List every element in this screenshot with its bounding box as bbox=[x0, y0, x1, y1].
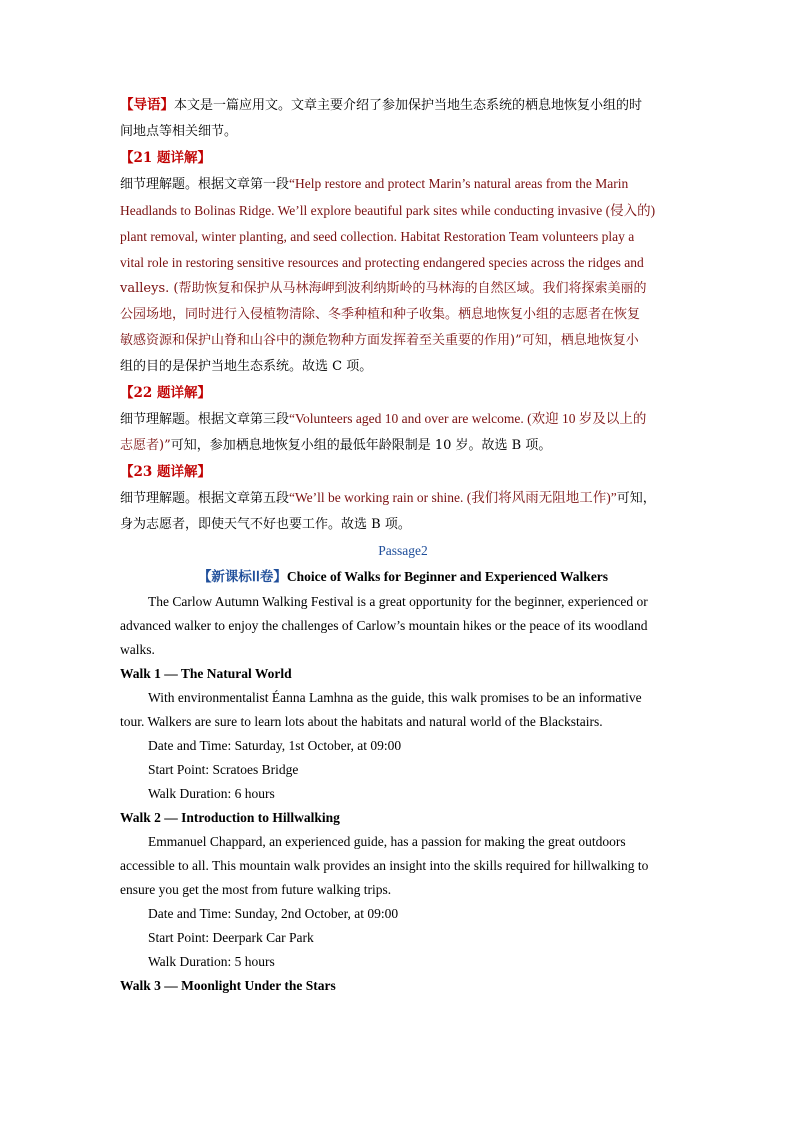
walk1-duration: Walk Duration: 6 hours bbox=[148, 786, 275, 801]
q22-line-1 bbox=[120, 406, 686, 433]
walk1-start: Start Point: Scratoes Bridge bbox=[148, 762, 299, 777]
walk2-date: Date and Time: Sunday, 2nd October, at 09:00 bbox=[148, 906, 399, 921]
intro-paragraph-line-2: advanced walker to enjoy the challenges of Carlow’s mountain hikes or the peace of its woodland bbox=[120, 618, 648, 633]
q22-conclusion: 可知，参加栖息地恢复小组的最低年龄限制是 10 岁。故选 B 项。 bbox=[170, 438, 552, 453]
q21-line-5: valleys. (帮助恢复和保护从马林海岬到波利纳斯岭的马林海的自然区域。我们将探索美丽的 bbox=[120, 281, 647, 296]
q22-line-2 bbox=[120, 433, 686, 459]
intro-line-1 bbox=[120, 92, 686, 119]
q22-en-quote: “Volunteers aged 10 and over are welcome. (欢迎 10 岁及以上的 bbox=[289, 411, 647, 426]
intro-tag: 【导语】 bbox=[120, 97, 174, 113]
walk2-desc-2: accessible to all. This mountain walk provides an insight into the skills required for hillwalking to bbox=[120, 858, 649, 873]
passage-title-text: Choice of Walks for Beginner and Experienced Walkers bbox=[286, 569, 609, 584]
q23-heading: 【23 题详解】 bbox=[120, 464, 211, 480]
q21-line-6: 公园场地，同时进行入侵植物清除、冬季种植和种子收集。栖息地恢复小组的志愿者在恢复 bbox=[120, 307, 641, 322]
q21-line-4: vital role in restoring sensitive resources and protecting endangered species across the ridges and bbox=[120, 255, 644, 270]
q22-quote-end: 志愿者)” bbox=[120, 438, 171, 453]
walk2-desc-3: ensure you get the most from future walking trips. bbox=[120, 882, 392, 897]
q23-cn-lead: 细节理解题。根据文章第五段 bbox=[120, 491, 290, 506]
walk1-desc-2: tour. Walkers are sure to learn lots about the habitats and natural world of the Blackstairs. bbox=[120, 714, 603, 729]
q23-en-quote: “We’ll be working rain or shine. (我们将风雨无阻地工作)” bbox=[289, 490, 617, 505]
walk2-start: Start Point: Deerpark Car Park bbox=[148, 930, 314, 945]
q23-tail: 可知， bbox=[616, 491, 656, 506]
q21-line-3: plant removal, winter planting, and seed collection. Habitat Restoration Team volunteers play a bbox=[120, 229, 635, 244]
walk3-heading: Walk 3 — Moonlight Under the Stars bbox=[120, 978, 336, 993]
q23-line-2: 身为志愿者，即使天气不好也要工作。故选 B 项。 bbox=[120, 517, 411, 532]
q21-line-8: 组的目的是保护当地生态系统。故选 C 项。 bbox=[120, 359, 373, 374]
q21-heading: 【21 题详解】 bbox=[120, 150, 211, 166]
intro-paragraph-line-1: The Carlow Autumn Walking Festival is a great opportunity for the beginner, experienced or bbox=[148, 594, 648, 609]
q21-en-quote: “Help restore and protect Marin’s natural areas from the Marin bbox=[289, 176, 629, 191]
walk1-desc-1: With environmentalist Éanna Lamhna as the guide, this walk promises to be an informative bbox=[148, 690, 642, 705]
q21-line-2: Headlands to Bolinas Ridge. We’ll explore beautiful park sites while conducting invasive (侵入的) bbox=[120, 203, 656, 218]
q22-cn-lead: 细节理解题。根据文章第三段 bbox=[120, 412, 290, 427]
walk2-duration: Walk Duration: 5 hours bbox=[148, 954, 275, 969]
q22-heading: 【22 题详解】 bbox=[120, 385, 211, 401]
q23-line-1 bbox=[120, 485, 686, 512]
intro-text-1: 本文是一篇应用文。文章主要介绍了参加保护当地生态系统的栖息地恢复小组的时 bbox=[174, 98, 643, 113]
document-page bbox=[120, 92, 686, 998]
q21-line-7: 敏感资源和保护山脊和山谷中的濒危物种方面发挥着至关重要的作用)”可知，栖息地恢复小 bbox=[120, 333, 639, 348]
intro-line-2: 间地点等相关细节。 bbox=[120, 124, 238, 139]
walk2-heading: Walk 2 — Introduction to Hillwalking bbox=[120, 810, 340, 825]
passage-title bbox=[120, 564, 686, 590]
intro-paragraph-line-3: walks. bbox=[120, 642, 155, 657]
walk2-desc-1: Emmanuel Chappard, an experienced guide, has a passion for making the great outdoors bbox=[148, 834, 626, 849]
q21-cn-lead: 细节理解题。根据文章第一段 bbox=[120, 177, 290, 192]
passage-label: Passage2 bbox=[378, 543, 428, 558]
q21-line-1 bbox=[120, 171, 686, 198]
exam-source: 【新课标ⅠⅠ卷】 bbox=[197, 569, 287, 584]
walk1-date: Date and Time: Saturday, 1st October, at 09:00 bbox=[148, 738, 402, 753]
walk1-heading: Walk 1 — The Natural World bbox=[120, 666, 292, 681]
